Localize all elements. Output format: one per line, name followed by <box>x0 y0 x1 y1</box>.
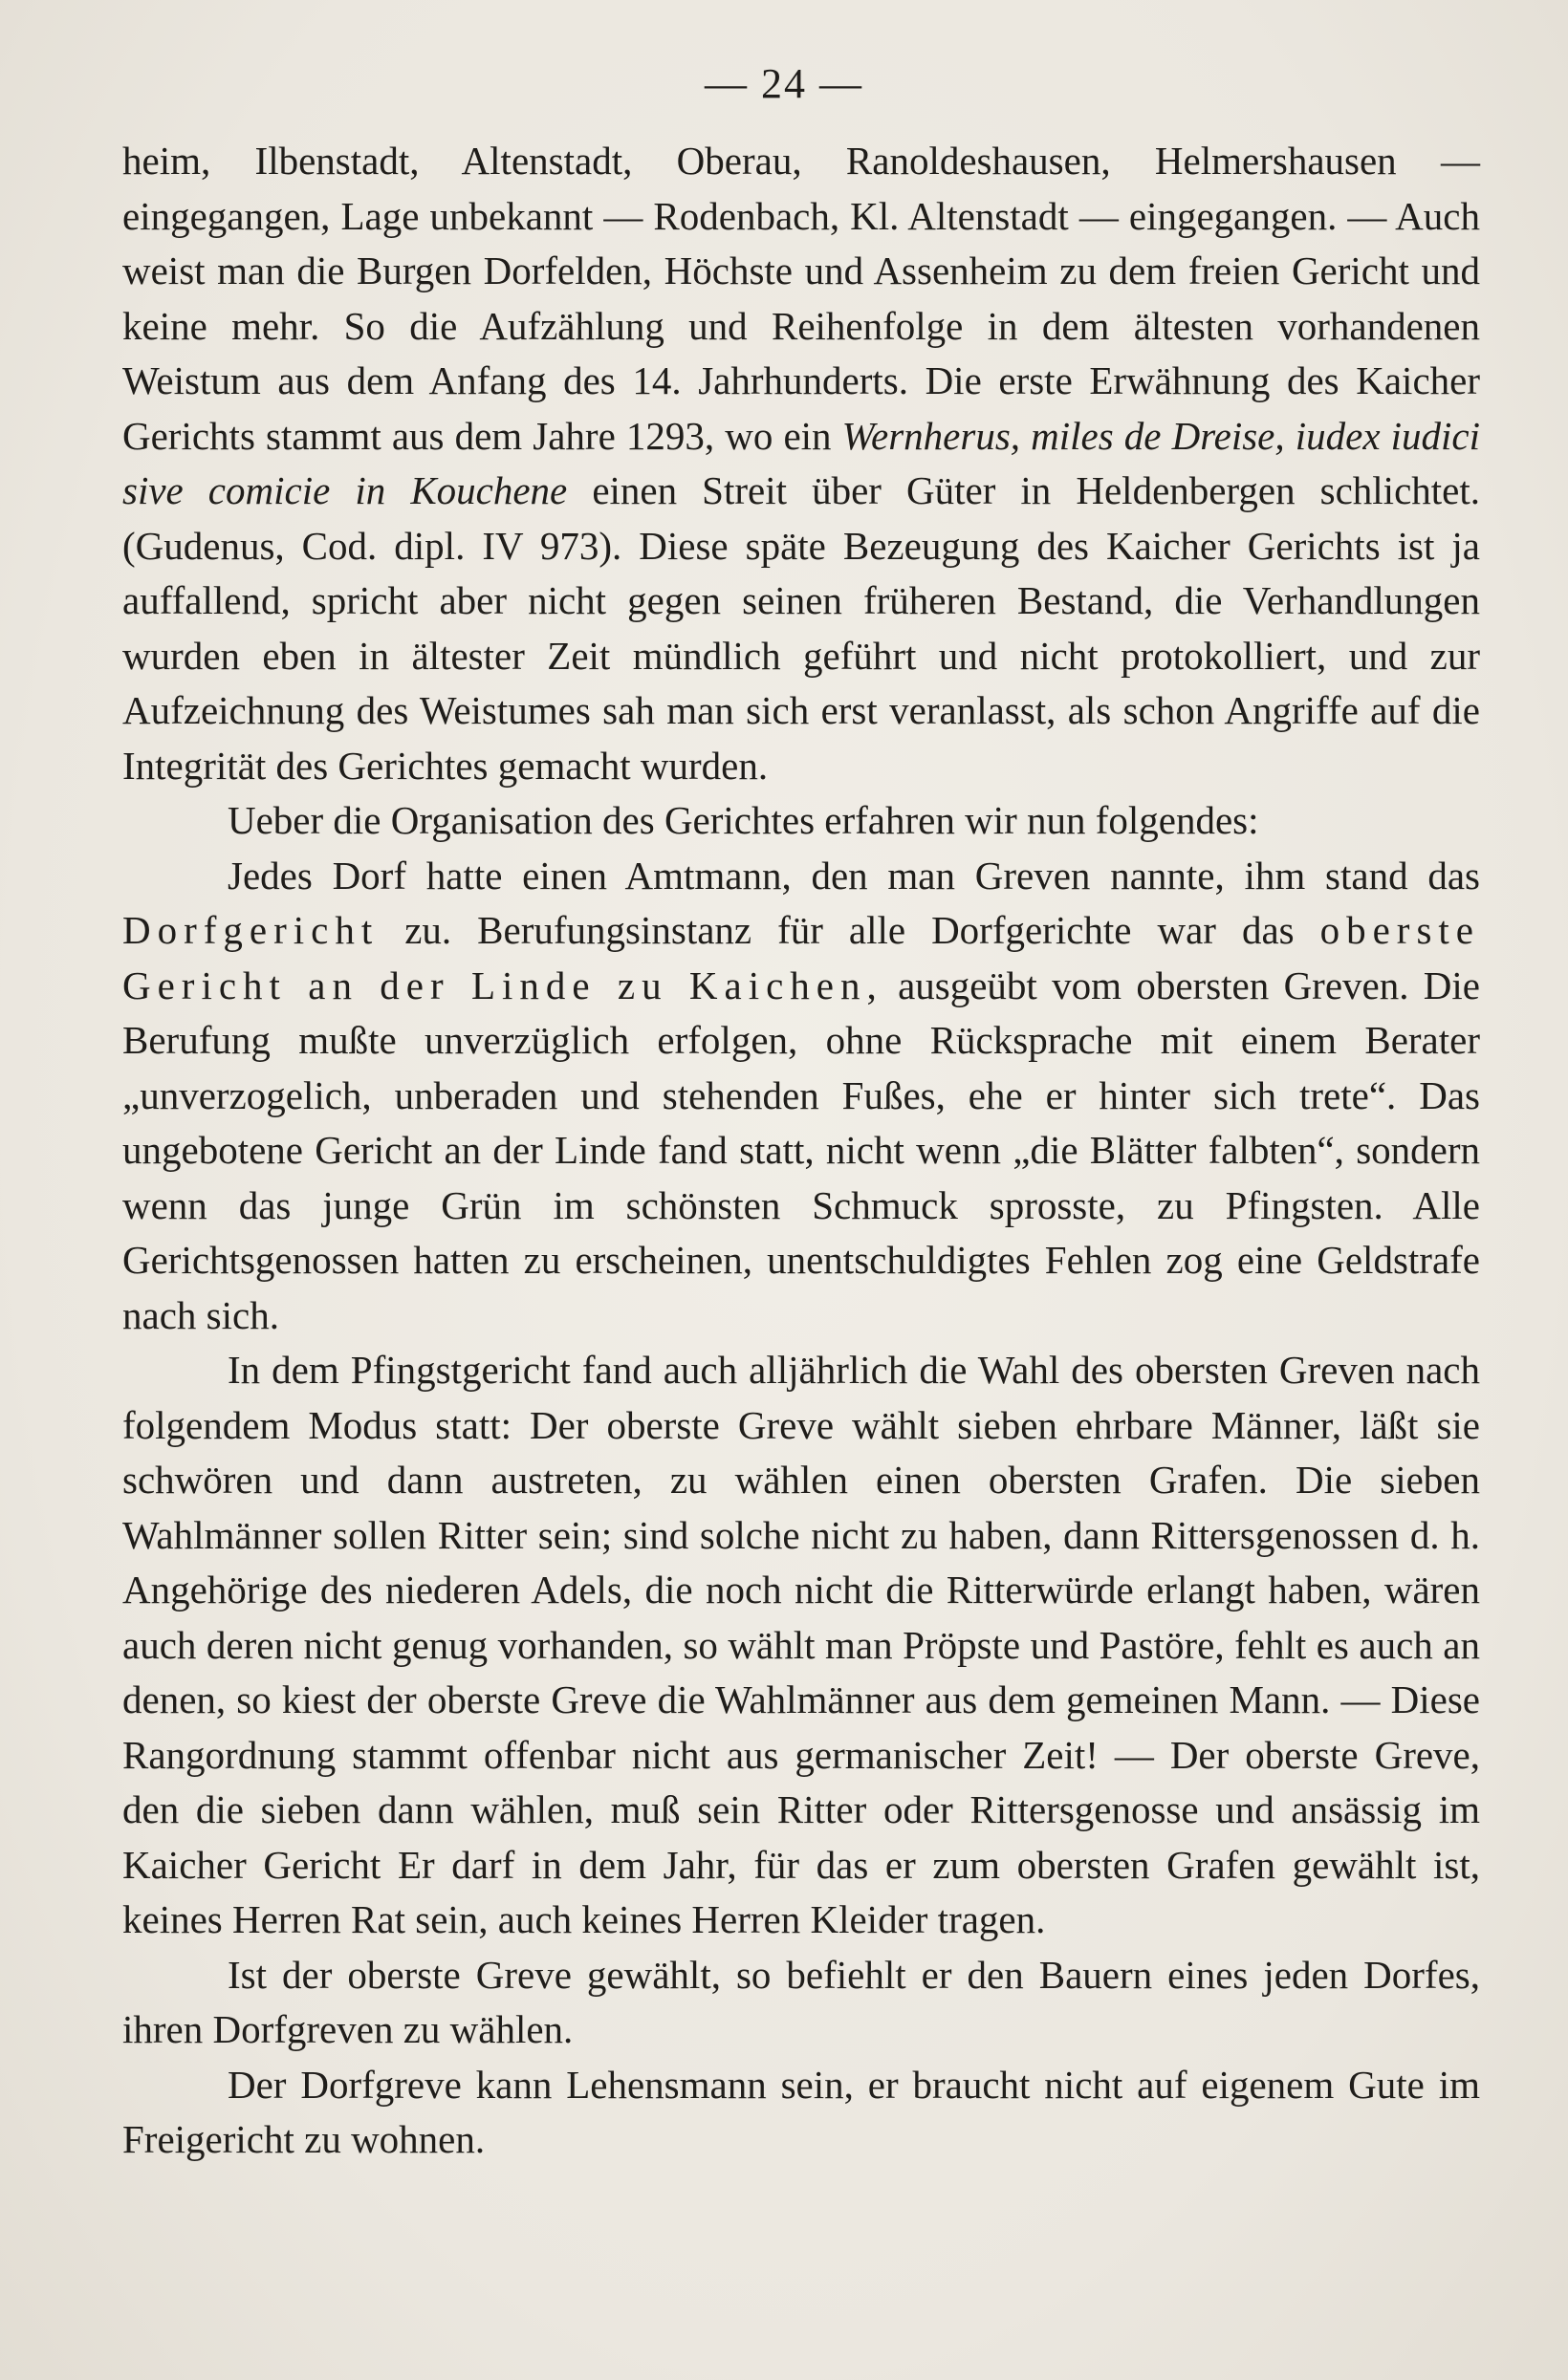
paragraph-1-text-a: heim, Ilbenstadt, Altenstadt, Oberau, Ranoldeshausen, Helmershausen — eingegangen, Lage unbekannt — Rodenbach, Kl. Altenstadt — eingegangen. — Auch weist man die Burgen Dorfelden, Höchste und Assenheim zu dem freien Gericht und keine mehr. So die Aufzählung und Reihenfolge in dem ältesten vorhandenen Weistum aus dem Anfang des 14. Jahrhunderts. Die erste Erwähnung des Kaicher Gerichts stammt aus dem Jahre 1293, wo ein <box>122 139 1480 458</box>
spaced-term-oberste-gericht: oberste Gericht an der Linde zu Kaichen, <box>122 908 1480 1007</box>
page-number: — 24 — <box>705 60 863 107</box>
paragraph-3-text-c: ausgeübt vom obersten Greven. Die Berufung mußte unverzüglich erfolgen, ohne Rücksprache mit einem Berater „unverzogelich, unberaden und stehenden Fußes, ehe er hinter sich trete“. Das ungebotene Gericht an der Linde fand statt, nicht wenn „die Blätter falbten“, sondern wenn das junge Grün im schönsten Schmuck sprosste, zu Pfingsten. Alle Gerichtsgenossen hatten zu erscheinen, unentschuldigtes Fehlen zog eine Geldstrafe nach sich. <box>122 963 1480 1337</box>
paragraph-3-text-a: Jedes Dorf hatte einen Amtmann, den man Greven nannte, ihm stand das <box>228 853 1480 898</box>
body-text <box>122 134 1480 2168</box>
spaced-term-dorfgericht: Dorfgericht <box>122 908 380 952</box>
paragraph-3 <box>122 849 1480 1344</box>
paragraph-4: In dem Pfingstgericht fand auch alljährlich die Wahl des obersten Greven nach folgendem Modus statt: Der oberste Greve wählt sieben ehrbare Männer, läßt sie schwören und dann austreten, zu wählen einen obersten Grafen. Die sieben Wahlmänner sollen Ritter sein; sind solche nicht zu haben, dann Rittersgenossen d. h. Angehörige des niederen Adels, die noch nicht die Ritterwürde erlangt haben, wären auch deren nicht genug vorhanden, so wählt man Pröpste und Pastöre, fehlt es auch an denen, so kiest der oberste Greve die Wahlmänner aus dem gemeinen Mann. — Diese Rangordnung stammt offenbar nicht aus germanischer Zeit! — Der oberste Greve, den die sieben dann wählen, muß sein Ritter oder Rittersgenosse und ansässig im Kaicher Gericht Er darf in dem Jahr, für das er zum obersten Grafen gewählt ist, keines Herren Rat sein, auch keines Herren Kleider tragen. <box>122 1348 1480 1941</box>
latin-citation: Wernherus, miles de Dreise, iudex iudici sive comicie in Kouchene <box>122 413 1480 512</box>
paragraph-6: Der Dorfgreve kann Lehensmann sein, er braucht nicht auf eigenem Gute im Freigericht zu wohnen. <box>122 2062 1480 2161</box>
paragraph-5: Ist der oberste Greve gewählt, so befiehlt er den Bauern eines jeden Dorfes, ihren Dorfgreven zu wählen. <box>122 1952 1480 2051</box>
paragraph-1 <box>122 134 1480 793</box>
paragraph-2: Ueber die Organisation des Gerichtes erfahren wir nun folgendes: <box>228 798 1259 842</box>
paragraph-3-text-b: zu. Berufungsinstanz für alle Dorfgerichte war das <box>379 908 1320 952</box>
paragraph-1-text-b: einen Streit über Güter in Heldenbergen schlichtet. (Gudenus, Cod. dipl. IV 973). Diese späte Bezeugung des Kaicher Gerichts ist ja auffallend, spricht aber nicht gegen seinen früheren Bestand, die Verhandlungen wurden eben in ältester Zeit mündlich geführt und nicht protokolliert, und zur Aufzeichnung des Weistumes sah man sich erst veranlasst, als schon Angriffe auf die Integrität des Gerichtes gemacht wurden. <box>122 468 1480 788</box>
